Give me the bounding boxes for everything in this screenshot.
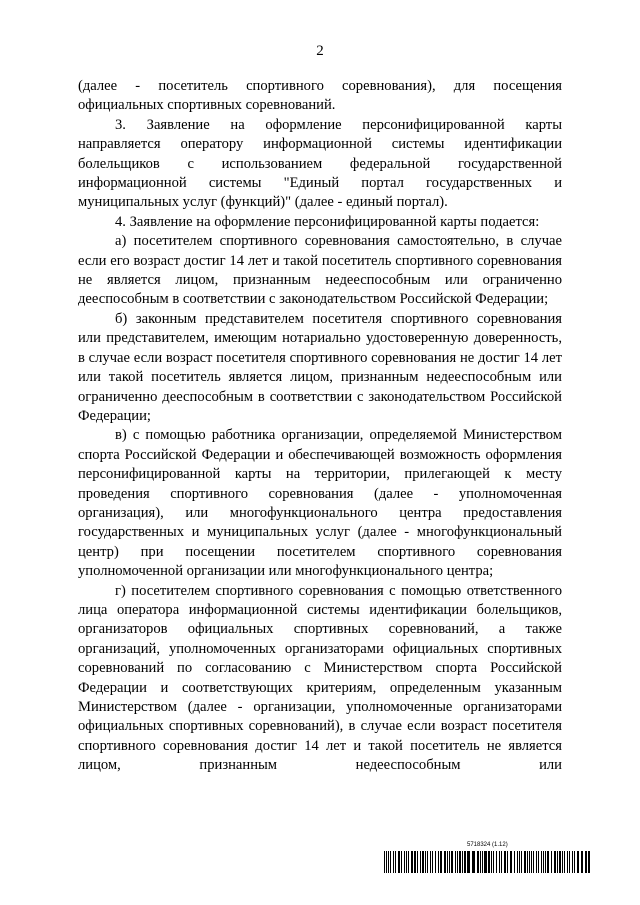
document-code: 5718324 (1.12) — [467, 842, 508, 848]
barcode-icon — [384, 851, 590, 873]
paragraph-item-4g: г) посетителем спортивного соревнования с помощью ответственного лица оператора информационной системы идентификации болельщиков, организаторов официальных спортивных соревнований, а также организаций, уполномоченных организаторами официальных спортивных соревнований по согласованию с Министерством спорта Российской Федерации и соответствующих критериям, определенным указанным Министерством (далее - организации, уполномоченные организаторами официальных спортивных соревнований), в случае если возраст посетителя спортивного соревнования достиг 14 лет и такой посетитель не является лицом, признанным недееспособным или — [78, 582, 562, 774]
document-body — [78, 77, 562, 776]
paragraph-item-4a: а) посетителем спортивного соревнования самостоятельно, в случае если его возраст достиг 14 лет и такой посетитель спортивного соревнования не является лицом, признанным недееспособным или ограниченно дееспособным в соответствии с законодательством Российской Федерации; — [78, 233, 562, 308]
paragraph-item-4: 4. Заявление на оформление персонифицированной карты подается: — [115, 213, 540, 230]
paragraph-item-4b: б) законным представителем посетителя спортивного соревнования или представителем, имеющим нотариально удостоверенную доверенность, в случае если возраст посетителя спортивного соревнования не достиг 14 лет или такой посетитель является лицом, признанным недееспособным или ограниченно дееспособным в соответствии с законодательством Российской Федерации; — [78, 310, 562, 424]
paragraph-continuation: (далее - посетитель спортивного соревнования), для посещения официальных спортивных соревнований. — [78, 78, 562, 114]
page-number: 2 — [316, 43, 324, 59]
paragraph-item-3: 3. Заявление на оформление персонифицированной карты направляется оператору информационной системы идентификации болельщиков с использованием федеральной государственной информационной системы "Единый портал государственных и муниципальных услуг (функций)" (далее - единый портал). — [78, 116, 562, 211]
paragraph-item-4v: в) с помощью работника организации, определяемой Министерством спорта Российской Федерации и обеспечивающей возможность оформления персонифицированной карты на территории, прилегающей к месту проведения спортивного соревнования (далее - уполномоченная организация), или многофункционального центра предоставления государственных и муниципальных услуг (далее - многофункциональный центр) при посещении посетителем спортивного соревнования уполномоченной организации или многофункционального центра; — [78, 427, 562, 580]
